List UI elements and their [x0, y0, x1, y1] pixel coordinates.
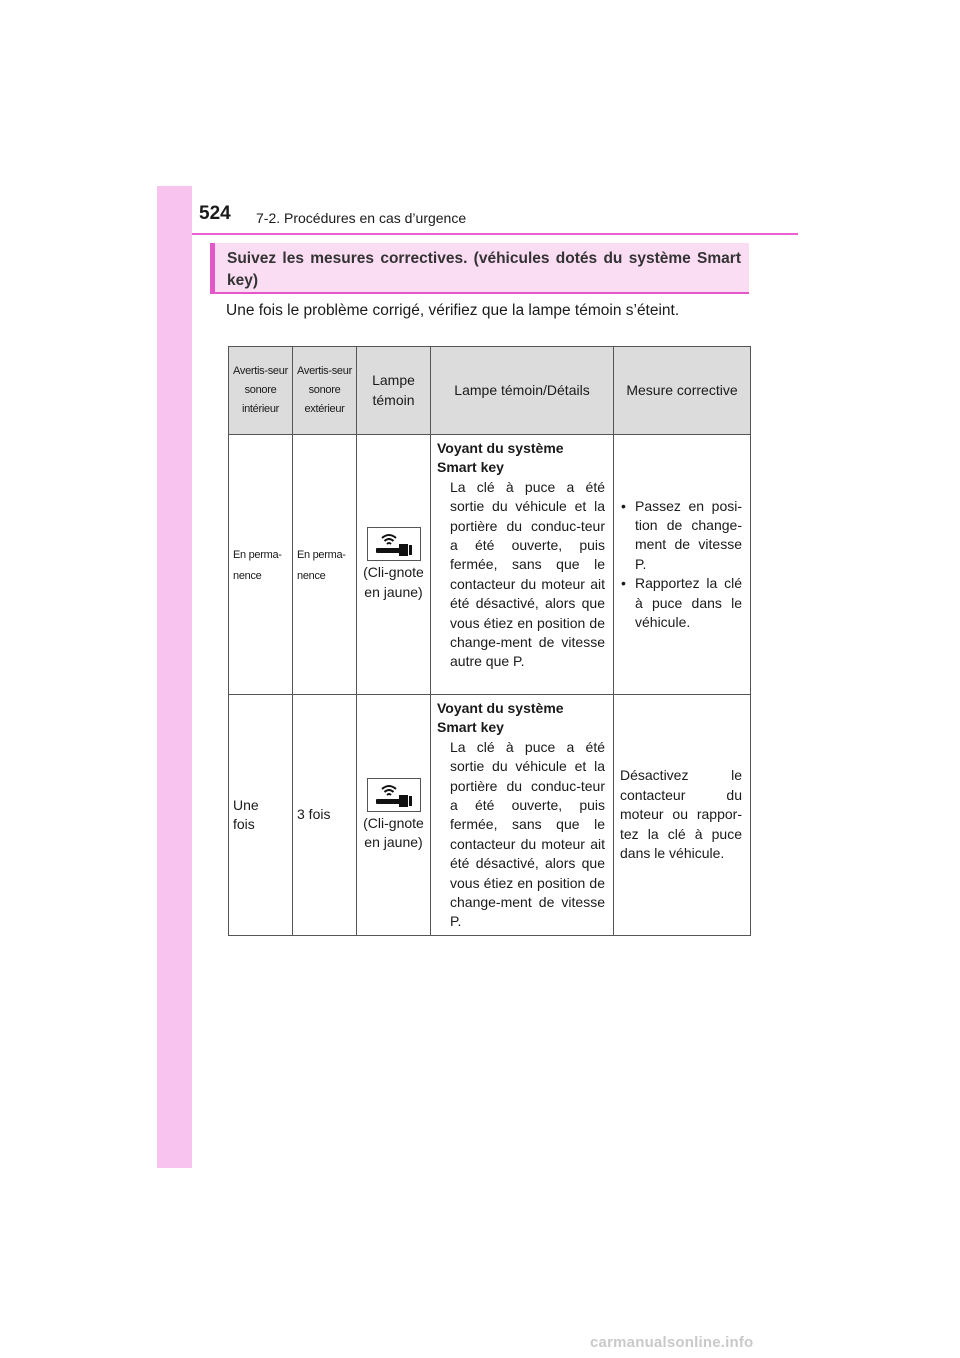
list-item: • Rapportez la clé à puce dans le véhicule. [620, 574, 742, 632]
detail-body: La clé à puce a été sortie du véhicule et la portière du conduc-teur a été ouverte, puis fermée, sans que le contacteur du moteur ait été désactivé, alors que vous étiez en position de change-ment de vitesse autre que P. [450, 478, 605, 670]
cell-exterior-buzzer [293, 695, 357, 936]
table-row [229, 695, 751, 936]
header-interior-buzzer: Avertis-seur sonore intérieur [229, 347, 293, 435]
cell-corrective [614, 695, 751, 936]
page-number: 524 [199, 203, 231, 224]
detail-title: Voyant du système Smart key [437, 700, 564, 736]
detail-title: Voyant du système Smart key [437, 440, 564, 476]
header-rule [192, 233, 798, 235]
blink-note: (Cli-gnote en jaune) [363, 814, 424, 850]
callout-title: Suivez les mesures correctives. (véhicules dotés du système Smart key) [227, 250, 741, 289]
header-warning-light: Lampe témoin [357, 347, 431, 435]
header-exterior-buzzer: Avertis-seur sonore extérieur [293, 347, 357, 435]
warning-table [228, 346, 751, 936]
cell-exterior-buzzer [293, 435, 357, 695]
section-title: 7-2. Procédures en cas d’urgence [256, 210, 467, 226]
exterior-buzzer-value: 3 fois [297, 806, 331, 823]
cell-details [431, 695, 614, 936]
table-row [229, 435, 751, 695]
watermark: carmanualsonline.info [590, 1334, 754, 1351]
cell-warning-light [357, 695, 431, 936]
intro-text: Une fois le problème corrigé, vérifiez que la lampe témoin s’éteint. [226, 302, 680, 319]
detail-body: La clé à puce a été sortie du véhicule et la portière du conduc-teur a été ouverte, puis fermée, sans que le contacteur du moteur ait été désactivé, alors que vous étiez en position de change-ment de vitesse P. [450, 738, 605, 930]
smart-key-warning-icon [367, 778, 421, 812]
smart-key-warning-icon [367, 527, 421, 561]
blink-note: (Cli-gnote en jaune) [363, 564, 424, 600]
cell-corrective [614, 435, 751, 695]
list-item: • Passez en posi-tion de change-ment de vitesse P. [620, 497, 742, 575]
corrective-list [620, 497, 742, 633]
interior-buzzer-value: Une fois [233, 796, 259, 832]
corrective-text: Désactivez le contacteur du moteur ou rappor-tez la clé à puce dans le véhicule. [620, 767, 742, 862]
header-details: Lampe témoin/Détails [431, 347, 614, 435]
header-corrective: Mesure corrective [614, 347, 751, 435]
cell-warning-light [357, 435, 431, 695]
exterior-buzzer-value: En perma-nence [297, 548, 346, 582]
cell-interior-buzzer [229, 695, 293, 936]
chapter-side-bar [157, 186, 192, 1168]
interior-buzzer-value: En perma-nence [233, 548, 282, 582]
callout-box [210, 243, 749, 294]
table-header-row [229, 347, 751, 435]
cell-interior-buzzer [229, 435, 293, 695]
cell-details [431, 435, 614, 695]
